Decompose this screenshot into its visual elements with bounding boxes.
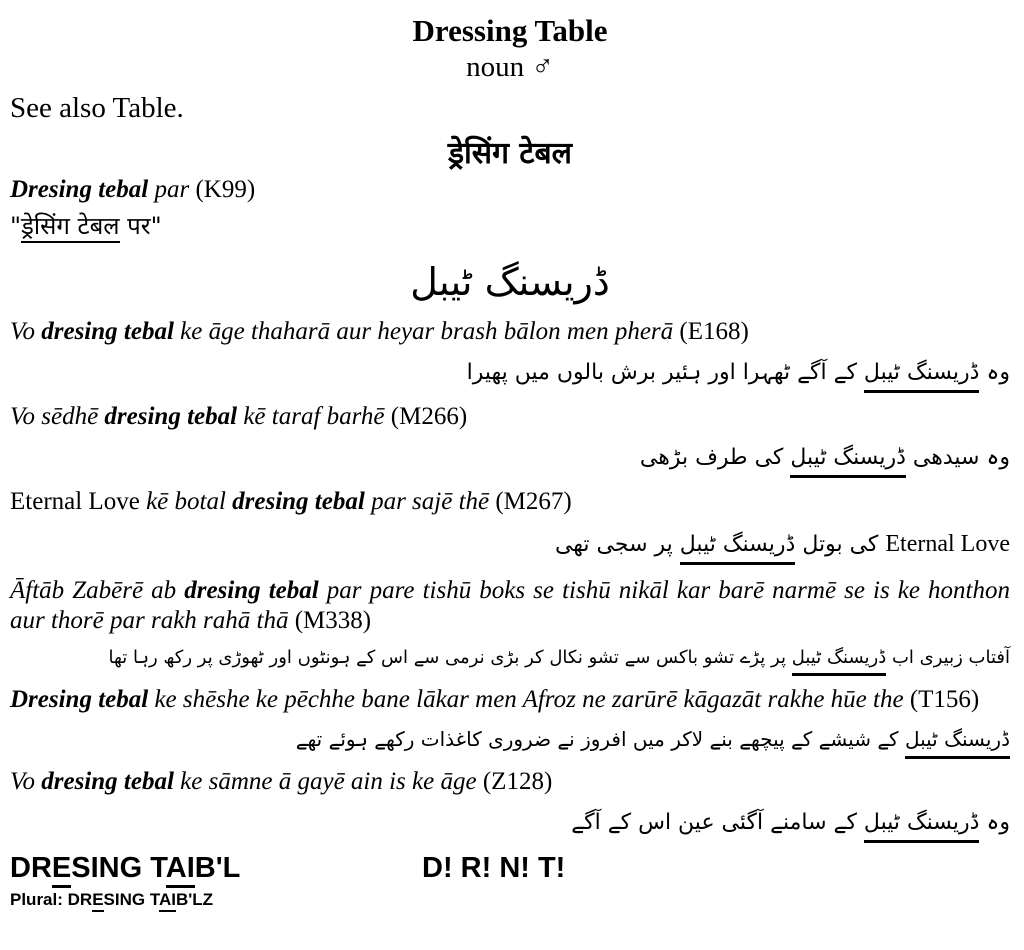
text-segment: (M267)	[495, 488, 572, 516]
text-segment: کے شیشے کے پیچھے بنے لاکر میں افروز نے ضروری کاغذات رکھے ہوئے تھے	[295, 726, 905, 751]
example-urdu-M266	[10, 440, 1010, 475]
example-roman-K99	[10, 175, 1010, 205]
text-segment: وہ	[979, 359, 1010, 385]
text-segment: (E168)	[679, 317, 749, 345]
pronunciation-main	[10, 852, 422, 885]
example-roman-E168	[10, 317, 1010, 347]
text-segment: ke āge thaharā aur heyar brash bālon men pherā	[173, 317, 680, 345]
text-segment: ڈریسنگ ٹیبل	[792, 647, 887, 676]
text-segment: B'L	[194, 851, 241, 884]
hindi-headword: ड्रेसिंग टेबल	[447, 135, 573, 171]
text-segment: ڈریسنگ ٹیبل	[680, 532, 796, 565]
text-segment: SING T	[71, 851, 166, 884]
text-segment: ڈریسنگ ٹیبل	[790, 445, 906, 478]
text-segment: SING T	[103, 890, 159, 910]
text-segment: ke shēshe ke pēchhe bane lākar men Afroz ne zarūrē kāgazāt rakhe hūe the	[148, 685, 910, 713]
text-segment: AI	[159, 890, 176, 912]
plural-label: Plural:	[10, 890, 68, 910]
pronunciation-row	[10, 852, 1010, 885]
entry-headword: Dressing Table	[412, 13, 608, 48]
text-segment: وہ سیدھی	[905, 445, 1010, 471]
text-segment: Eternal Love	[885, 531, 1010, 558]
example-urdu-M338	[10, 644, 1010, 673]
part-of-speech-line	[10, 49, 1010, 85]
text-segment: AI	[166, 852, 195, 888]
text-segment: (K99)	[195, 175, 256, 203]
example-roman-T156	[10, 685, 1010, 715]
text-segment: ke sāmne ā gayē ain is ke āge	[173, 767, 483, 795]
text-segment: par pare tishū boks se tishū nikāl kar barē narmē se is ke honthon aur thorē par rakh rahā thā	[10, 576, 1010, 634]
text-segment: dresing tebal	[104, 403, 238, 431]
plural-form	[68, 890, 213, 912]
text-segment: Āftāb Zabērē ab	[10, 576, 185, 604]
example-roman-Z128	[10, 767, 1010, 797]
text-segment: DR	[67, 890, 93, 910]
urdu-headword: ڈریسنگ ٹیبل	[410, 259, 610, 304]
examples	[10, 317, 1010, 840]
part-of-speech: noun	[466, 51, 525, 84]
text-segment: kē taraf barhē	[237, 403, 391, 431]
example-roman-M267	[10, 487, 1010, 517]
text-segment: (M338)	[294, 606, 372, 634]
text-segment: Vo sēdhē	[10, 403, 105, 431]
text-segment: کے آگے ٹھہرا اور ہئیر برش بالوں میں پھیرا	[466, 359, 864, 385]
text-segment: dresing tebal	[232, 488, 365, 516]
text-segment: E	[52, 852, 71, 888]
text-segment: ڈریسنگ ٹیبل	[864, 810, 980, 843]
text-segment: "	[10, 211, 22, 240]
text-segment: وہ	[979, 809, 1010, 835]
example-roman-M266	[10, 402, 1010, 432]
text-segment: (T156)	[909, 685, 980, 713]
text-segment: (Z128)	[482, 767, 553, 795]
text-segment: पर"	[119, 211, 162, 240]
text-segment: kē botal	[146, 488, 233, 516]
text-segment: کی بوتل	[795, 532, 886, 558]
male-gender-icon: ♂	[531, 50, 554, 84]
example-urdu-T156	[10, 723, 1010, 755]
text-segment: Eternal Love	[10, 488, 147, 516]
text-segment: ڈریسنگ ٹیبل	[864, 360, 980, 393]
text-segment: پر سجی تھی	[554, 532, 680, 558]
text-segment: dresing tebal	[41, 317, 174, 345]
example-roman-M338	[10, 576, 1010, 636]
text-segment: par sajē thē	[364, 488, 496, 516]
text-segment: Dresing tebal	[10, 175, 149, 203]
text-segment: DR	[10, 851, 52, 884]
text-segment: ड्रेसिंग टेबल	[21, 212, 120, 243]
text-segment: E	[92, 890, 103, 912]
pronunciation-notation: D! R! N! T!	[422, 851, 566, 884]
text-segment: آفتاب زبیری اب	[886, 646, 1010, 668]
text-segment: par	[148, 175, 196, 203]
text-segment: کی طرف بڑھی	[639, 445, 791, 471]
text-segment: dresing tebal	[184, 576, 319, 604]
text-segment: پر پڑے تشو باکس سے تشو نکال کر بڑی نرمی سے اس کے ہونٹوں اور ٹھوڑی پر رکھ رہا تھا	[108, 646, 792, 668]
text-segment: (M266)	[390, 403, 468, 431]
text-segment: Vo	[10, 317, 42, 345]
text-segment: B'LZ	[175, 890, 214, 910]
text-segment: dresing tebal	[41, 767, 174, 795]
text-segment: Vo	[10, 767, 42, 795]
text-segment: ڈریسنگ ٹیبل	[905, 727, 1010, 759]
see-also-note: See also Table.	[10, 92, 184, 125]
example-urdu-Z128	[10, 805, 1010, 840]
example-hindi-K99	[10, 210, 1010, 244]
example-urdu-E168	[10, 355, 1010, 390]
plural-line	[10, 890, 1010, 910]
text-segment: کے سامنے آگئی عین اس کے آگے	[571, 809, 864, 835]
example-urdu-M267	[10, 525, 1010, 563]
text-segment: Dresing tebal	[10, 685, 149, 713]
